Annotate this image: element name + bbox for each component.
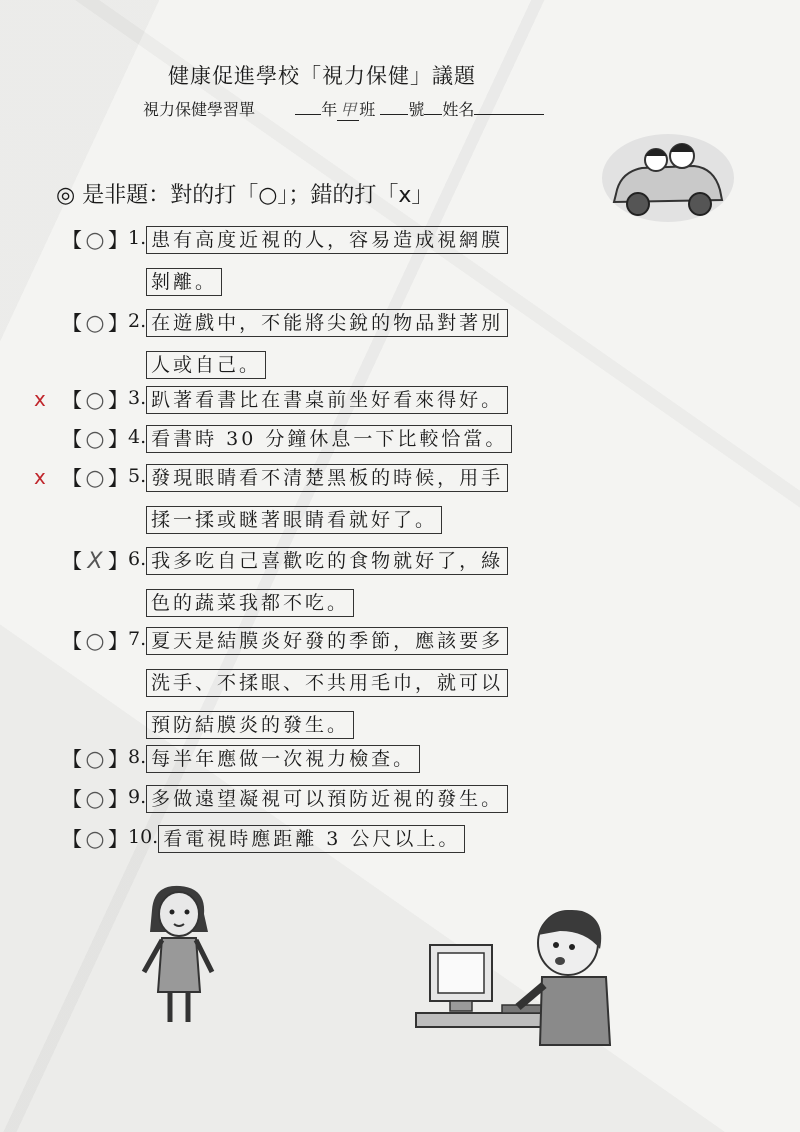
- answer-bracket: 【 X 】: [62, 548, 128, 574]
- question-line: 揉一揉或瞇著眼睛看就好了。: [146, 506, 442, 534]
- question-continuation: [146, 588, 354, 615]
- question-line: 趴著看書比在書桌前坐好看來得好。: [146, 386, 508, 414]
- answer-bracket: 【 ○ 】: [62, 387, 128, 413]
- answer-mark: ○: [85, 746, 105, 772]
- answer-mark: ○: [85, 387, 105, 413]
- question-line: 發現眼睛看不清楚黑板的時候，用手: [146, 464, 508, 492]
- question-continuation: [146, 350, 266, 377]
- question-text: [146, 744, 420, 771]
- question-row: [62, 221, 508, 255]
- question-number: 9.: [128, 786, 147, 808]
- answer-bracket: 【 ○ 】: [62, 628, 128, 654]
- answer-bracket: 【 ○ 】: [62, 227, 128, 253]
- question-number: 5.: [128, 465, 147, 487]
- question-number: 6.: [128, 548, 147, 570]
- question-line: 多做遠望凝視可以預防近視的發生。: [146, 785, 508, 813]
- question-row: [62, 820, 465, 854]
- answer-mark: ○: [85, 465, 105, 491]
- question-text: [146, 784, 508, 811]
- question-text: [146, 308, 508, 335]
- question-line: 我多吃自己喜歡吃的食物就好了，綠: [146, 547, 508, 575]
- name-field: [474, 114, 544, 115]
- question-text: [146, 463, 508, 490]
- question-number: 3.: [128, 387, 147, 409]
- answer-mark: ○: [85, 628, 105, 654]
- answer-mark: ○: [85, 426, 105, 452]
- answer-mark: ○: [85, 310, 105, 336]
- question-continuation: [146, 505, 442, 532]
- question-line: 人或自己。: [146, 351, 266, 379]
- question-line: 看書時 30 分鐘休息一下比較恰當。: [146, 425, 512, 453]
- seat-label: 號: [408, 100, 425, 119]
- answer-bracket: 【 ○ 】: [62, 746, 128, 772]
- question-line: 看電視時應距離 3 公尺以上。: [158, 825, 465, 853]
- family-car-icon: [598, 128, 738, 224]
- question-row: [62, 420, 512, 454]
- question-line: 色的蔬菜我都不吃。: [146, 589, 354, 617]
- seat-gap: [424, 114, 442, 115]
- question-line: 洗手、不揉眼、不共用毛巾，就可以: [146, 669, 508, 697]
- seat-field: [380, 114, 408, 115]
- grade-blank: [295, 114, 321, 115]
- class-field: 甲: [337, 97, 359, 121]
- answer-mark: X: [87, 548, 103, 574]
- answer-mark: ○: [85, 786, 105, 812]
- name-label: 姓名: [442, 100, 475, 119]
- answer-mark: ○: [85, 227, 105, 253]
- question-row: [62, 740, 420, 774]
- answer-bracket: 【 ○ 】: [62, 786, 128, 812]
- question-number: 1.: [128, 227, 147, 249]
- answer-bracket: 【 ○ 】: [62, 465, 128, 491]
- boy-computer-icon: [410, 905, 620, 1050]
- page-title: 健康促進學校「視力保健」議題: [168, 64, 476, 88]
- wrong-mark-icon: x: [34, 387, 46, 411]
- question-line: 患有高度近視的人，容易造成視網膜: [146, 226, 508, 254]
- question-row: [62, 381, 508, 415]
- question-row: [62, 459, 508, 493]
- answer-bracket: 【 ○ 】: [62, 426, 128, 452]
- question-text: [146, 225, 508, 252]
- question-text: [146, 385, 508, 412]
- question-line: 夏天是結膜炎好發的季節，應該要多: [146, 627, 508, 655]
- wrong-mark-icon: x: [34, 465, 46, 489]
- answer-mark: ○: [85, 826, 105, 852]
- question-number: 10.: [128, 826, 159, 848]
- class-label: 班: [359, 100, 376, 119]
- instructions: ◎ 是非題：對的打「○」；錯的打「x」: [56, 183, 434, 208]
- question-row: [62, 542, 508, 576]
- question-text: [146, 626, 508, 653]
- question-continuation: [146, 267, 222, 294]
- grade-label: 年: [321, 100, 338, 119]
- question-continuation: [146, 710, 354, 737]
- question-number: 4.: [128, 426, 147, 448]
- answer-bracket: 【 ○ 】: [62, 310, 128, 336]
- answer-bracket: 【 ○ 】: [62, 826, 128, 852]
- question-line: 在遊戲中，不能將尖銳的物品對著別: [146, 309, 508, 337]
- question-row: [62, 622, 508, 656]
- question-line: 每半年應做一次視力檢查。: [146, 745, 420, 773]
- question-text: [158, 824, 465, 851]
- question-continuation: [146, 668, 508, 695]
- question-line: 預防結膜炎的發生。: [146, 711, 354, 739]
- question-number: 2.: [128, 310, 147, 332]
- question-number: 8.: [128, 746, 147, 768]
- question-number: 7.: [128, 628, 147, 650]
- question-text: [146, 424, 512, 451]
- question-line: 剝離。: [146, 268, 222, 296]
- question-text: [146, 546, 508, 573]
- sheet-label: 視力保健學習單: [143, 100, 256, 119]
- question-row: [62, 304, 508, 338]
- question-row: [62, 780, 508, 814]
- student-info-line: [143, 97, 544, 121]
- girl-icon: [134, 880, 224, 1030]
